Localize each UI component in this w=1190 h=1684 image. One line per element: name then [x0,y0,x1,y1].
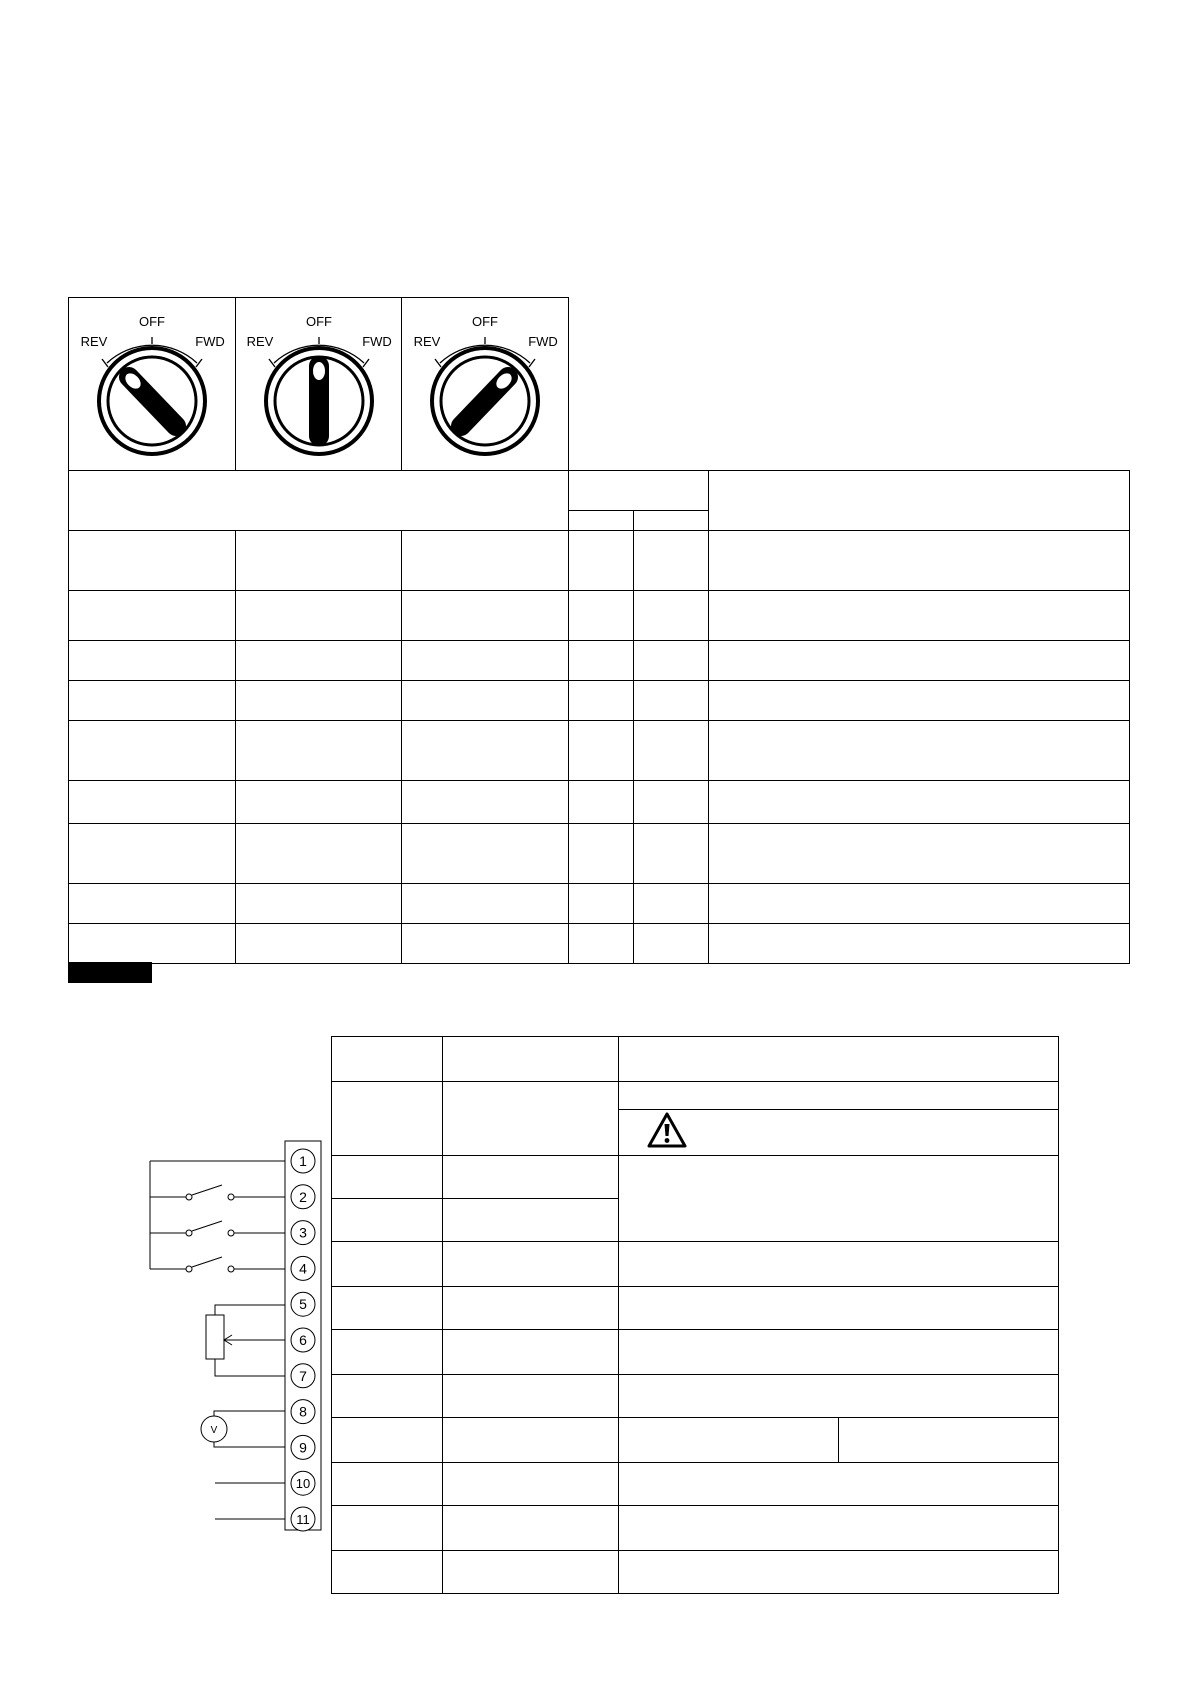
table-row [69,924,1130,964]
label-fwd: FWD [528,334,558,349]
table-row [69,531,1130,591]
table-row [332,1330,1059,1375]
selector-switch-rev-icon [69,298,236,467]
terminal-11-label: 11 [296,1512,310,1527]
label-fwd: FWD [362,334,392,349]
header-cell-switch [69,471,569,531]
table-row [332,1242,1059,1287]
switch-cell-rev [69,298,236,471]
terminal-function-table [331,1036,1059,1594]
warning-triangle-icon [646,1111,688,1149]
selector-switch-fwd-icon [402,298,569,467]
header-subcell-a [569,511,634,531]
table-row [69,591,1130,641]
label-rev: REV [80,334,108,349]
terminal-4-label: 4 [299,1260,307,1277]
table-row [332,1287,1059,1330]
header-cell-group [569,471,709,511]
voltmeter-label: V [210,1425,218,1436]
terminal-5-label: 5 [299,1296,307,1313]
terminal-2-label: 2 [299,1188,307,1205]
table-row [69,781,1130,824]
table-row [332,1506,1059,1551]
warning-cell [619,1110,1059,1156]
table-row [69,681,1130,721]
terminal-8-label: 8 [299,1403,307,1420]
table-row [332,1551,1059,1594]
terminal-6-label: 6 [299,1332,307,1348]
terminal-3-label: 3 [299,1224,307,1241]
blank-area [569,298,1130,471]
table-row [332,1463,1059,1506]
header-subcell-b [634,511,709,531]
table-row [332,1082,1059,1110]
label-rev: REV [413,334,441,349]
switch-cell-off [236,298,402,471]
table-row [332,1418,1059,1463]
label-rev: REV [246,334,274,349]
terminal-wiring-diagram [140,1135,330,1535]
header-cell-description [709,471,1130,531]
terminal-9-label: 9 [299,1439,307,1456]
switch-state-table [68,297,1130,964]
label-off: OFF [139,314,165,329]
table-row [332,1375,1059,1418]
table-row [69,884,1130,924]
selector-switch-off-icon [236,298,402,467]
label-off: OFF [472,314,498,329]
terminal-1-label: 1 [299,1153,307,1169]
switch-cell-fwd [402,298,569,471]
label-off: OFF [306,314,332,329]
table-header-row [332,1037,1059,1082]
label-fwd: FWD [195,334,225,349]
terminal-10-label: 10 [295,1476,311,1492]
table-row [69,641,1130,681]
table-row [69,824,1130,884]
terminal-7-label: 7 [299,1367,307,1384]
table-row [69,721,1130,781]
section-label-bar [68,962,152,983]
table-row [332,1156,1059,1199]
